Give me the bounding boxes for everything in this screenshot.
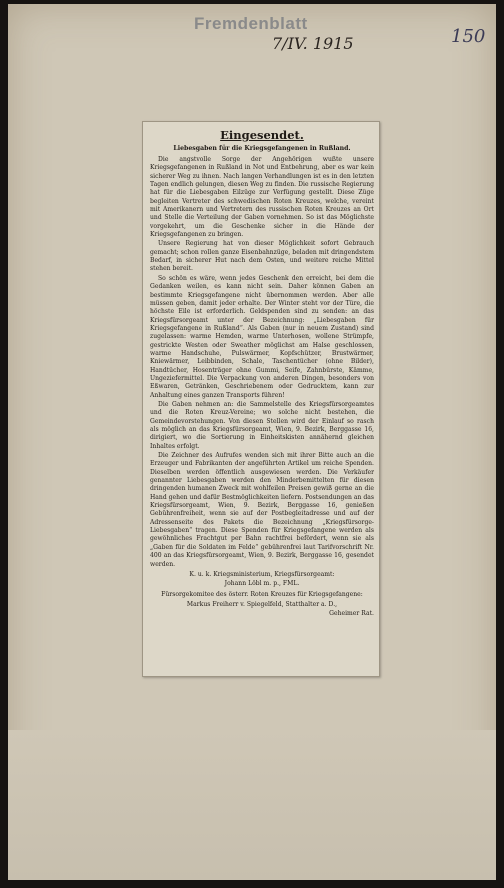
article-paragraph: So schön es wäre, wenn jedes Geschenk den erreicht, bei dem die Gedanken weilen, es kann nicht sein. Daher können Gaben an bestimmte Kriegsgefangene nicht übernommen werden. Aber alle müssen geben, damit jeder erhalte. Der Winter steht vor der Türe, die höchste Eile ist erforderlich. Geldspenden sind zu senden: an das Kriegsfürsorgeamt unter der Bezeichnung: „Liebesgaben für Kriegsgefangene in Rußland“. Als Gaben (nur in neuem Zustand) sind zugelassen: warme Hemden, warme Unterhosen, wollene Strümpfe, gestrickte Westen oder Sweather möglichst am Halse geschlossen, warme Handschuhe, Pulswärmer, Kopfschützer, Brustwärmer, Kniewärmer, Leibbinden, Schale, Taschentücher (ohne Bilder), Handtücher, Hosenträger ohne Gummi, Seife, Zahnbürste, Kämme, Ungeziefermittel. Die Verpackung von anderen Dingen, besonders von Eßwaren, Getränken, Geschriebenem oder Gedrucktem, kann zur Anhaltung eines ganzen Transports führen! [150, 274, 374, 399]
newspaper-clipping [142, 121, 380, 677]
handwritten-date: 7/IV. 1915 [272, 34, 354, 53]
signature-name: Johann Löbl m. p., FML. [224, 580, 300, 588]
signature-committee: Fürsorgekomitee des österr. Roten Kreuzes für Kriegsgefangene: [161, 590, 363, 598]
signature-title: Geheimer Rat. [329, 610, 374, 618]
article-paragraph: Die angstvolle Sorge der Angehörigen wußte unsere Kriegsgefangenen in Rußland in Not und Entbehrung, aber es war kein sicherer Weg zu ihnen. Nach langen Verhandlungen ist es in den letzten Tagen endlich gelungen, diesen Weg zu finden. Die russische Regierung hat für die Liebesgaben Eilzüge zur Verfügung gestellt. Diese Züge begleiten Vertreter des schwedischen Roten Kreuzes, welche, vereint mit Amerikanern und Vertretern des russischen Roten Kreuzes an Ort und Stelle die Verteilung der Gaben vornehmen. So ist das Möglichste vorgekehrt, um die Geschenke sicher in die Hände der Kriegsgefangenen zu bringen. [150, 156, 374, 239]
article-paragraph: Unsere Regierung hat von dieser Möglichkeit sofort Gebrauch gemacht; schon rollen ganze Eisenbahnzüge, beladen mit dringendstem Bedarf, in sicherer Hut nach dem Osten, und weitere reiche Mittel stehen bereit. [150, 240, 374, 273]
archive-sheet [8, 4, 496, 880]
article-paragraph: Die Gaben nehmen an: die Sammelstelle des Kriegsfürsorgeamtes und die Roten Kreuz-Vereine; wo solche nicht bestehen, die Gemeindevorstehungen. Von diesen Stellen wird der Einlauf so rasch als möglich an das Kriegsfürsorgeamt, Wien, 9. Bezirk, Berggasse 16, dirigiert, wo die Sortierung in Einheitskisten annähernd gleichen Inhaltes erfolgt. [150, 400, 374, 450]
signature-office: K. u. k. Kriegsministerium, Kriegsfürsorgeamt: [189, 570, 335, 578]
sheet-blank-area [8, 730, 496, 880]
article-paragraph: Die Zeichner des Aufrufes wenden sich mit ihrer Bitte auch an die Erzeuger und Fabrikanten der angeführten Artikel um reiche Spenden. Dieselben werden öffentlich ausgewiesen werden. Die Verkäufer genannter Liebesgaben werden den Minderbemittelten für diesen dringenden humanen Zweck mit wohlfeilen Preisen gewiß gerne an die Hand gehen und dafür Bestmöglichkeiten liefern. Postsendungen an das Kriegsfürsorgeamt, Wien, 9. Bezirk, Berggasse 16, genießen Gebührenfreiheit, wenn sie auf der Postbegleitadresse und auf der Adressenseite des Pakets die Bezeichnung „Kriegsfürsorge-Liebesgaben“ tragen. Diese Spenden für Kriegsgefangene werden als gewöhnliches Frachtgut per Bahn rachtfrei befördert, wenn sie als „Gaben für die Soldaten im Felde“ gebührenfrei laut Tarifvorschrift Nr. 400 an das Kriegsfürsorgeamt, Wien, 9. Bezirk, Berggasse 16, gesendet werden. [150, 452, 375, 568]
newspaper-stamp: Fremdenblatt [194, 14, 308, 33]
handwritten-page-number: 150 [451, 26, 486, 47]
article-subtitle: Liebesgaben für die Kriegsgefangenen in Rußland. [173, 145, 351, 152]
signature-person: Markus Freiherr v. Spiegelfeld, Statthalter a. D., [186, 600, 338, 608]
article-title: Eingesendet. [220, 128, 304, 142]
